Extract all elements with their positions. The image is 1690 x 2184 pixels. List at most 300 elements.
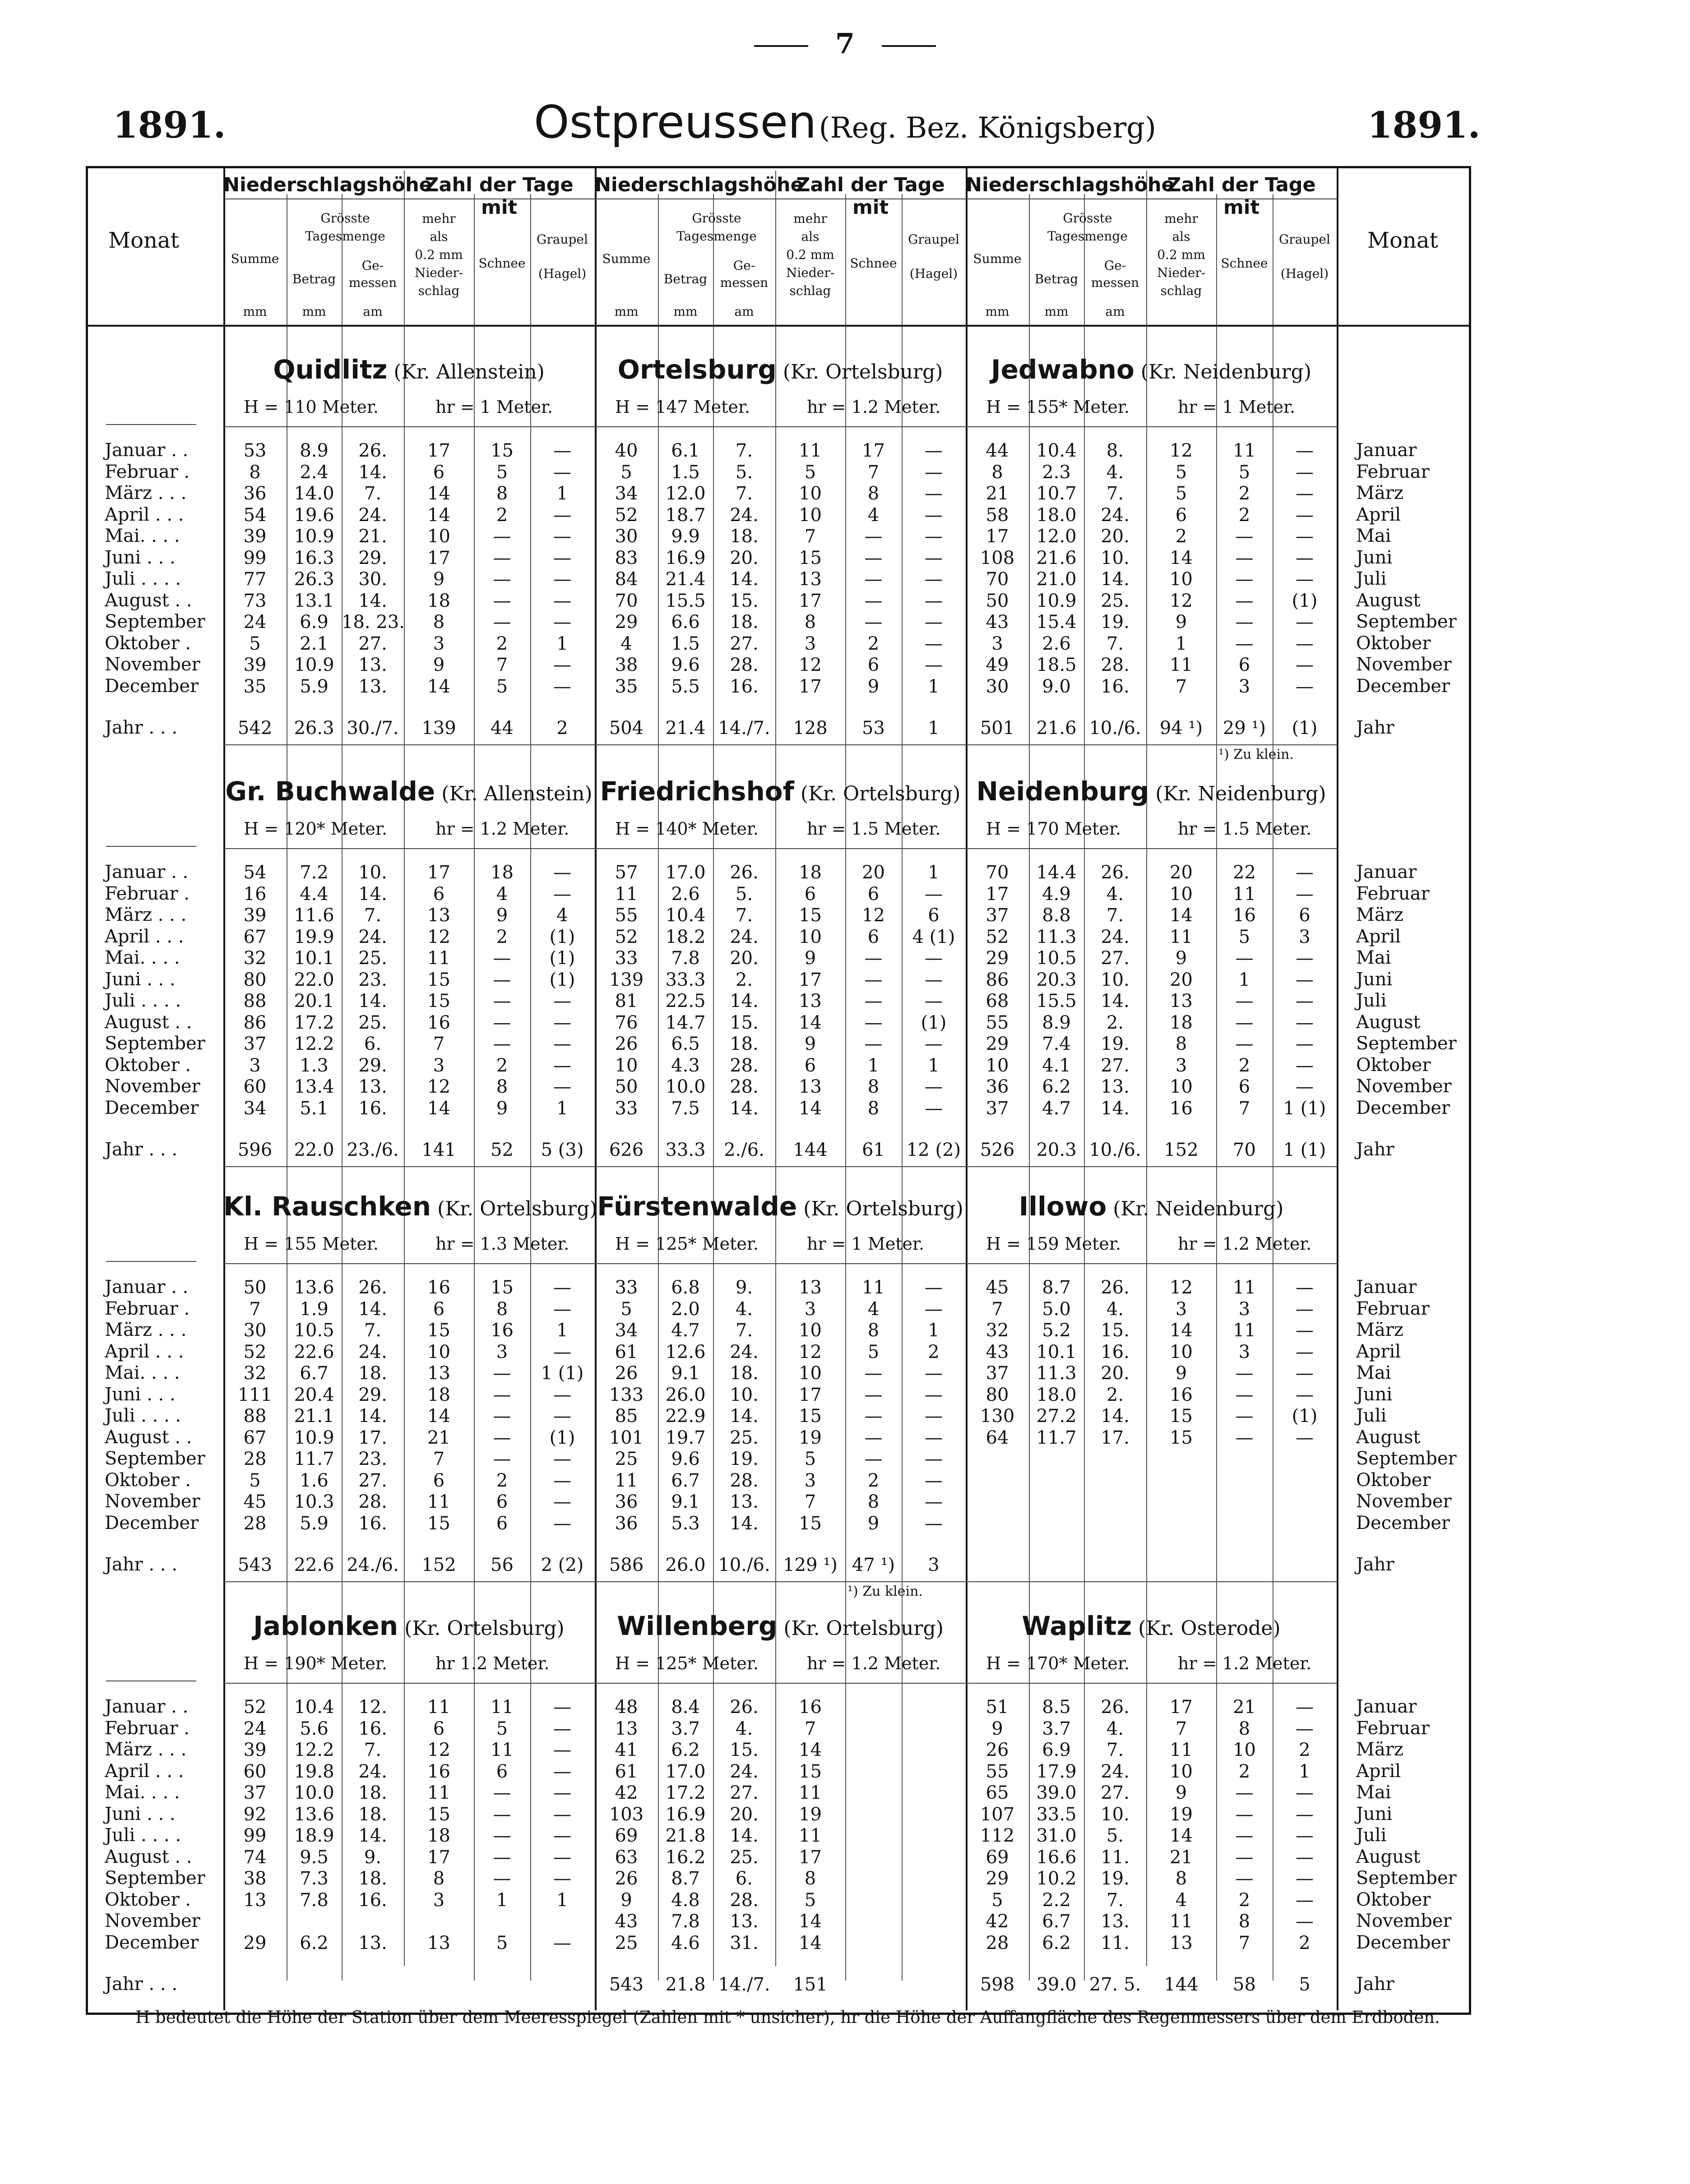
table-cell: 16 bbox=[1170, 1384, 1193, 1405]
table-cell: 15.5 bbox=[665, 590, 706, 611]
table-cell: — bbox=[1235, 1847, 1254, 1868]
header-summe: Summe bbox=[602, 251, 651, 266]
table-cell: 14 bbox=[1170, 547, 1193, 568]
month-label-right: December bbox=[1356, 675, 1450, 697]
month-label-right: April bbox=[1356, 504, 1401, 525]
station-height: H = 147 Meter. bbox=[615, 397, 750, 417]
month-label-right: Mai bbox=[1356, 947, 1391, 968]
table-cell: 3 bbox=[928, 1555, 940, 1575]
month-label-left: September bbox=[105, 611, 205, 632]
table-row bbox=[223, 1405, 594, 1427]
table-row bbox=[966, 1033, 1337, 1055]
table-row bbox=[595, 1298, 966, 1320]
table-row bbox=[223, 1298, 594, 1320]
table-cell: 13. bbox=[730, 1911, 759, 1932]
table-row bbox=[223, 1055, 594, 1076]
table-cell: 14 bbox=[427, 676, 450, 697]
table-cell: (1) bbox=[1292, 718, 1318, 739]
table-cell: 7.8 bbox=[671, 1911, 700, 1932]
table-row bbox=[595, 1889, 966, 1911]
table-cell: — bbox=[1296, 1363, 1314, 1384]
station-title: Fürstenwalde bbox=[597, 1191, 797, 1222]
station-header-rule bbox=[106, 1261, 196, 1262]
table-cell: 11 bbox=[1233, 1320, 1256, 1341]
month-label-left: Oktober . bbox=[105, 1054, 191, 1076]
table-cell: 6.2 bbox=[1042, 1932, 1071, 1953]
table-row bbox=[966, 462, 1337, 483]
column-divider bbox=[1337, 166, 1338, 2010]
month-label-left: November bbox=[105, 1911, 200, 1931]
station-header-rule bbox=[223, 848, 1337, 849]
table-cell: 141 bbox=[421, 1140, 456, 1160]
station-name bbox=[595, 354, 966, 385]
table-cell: 24. bbox=[358, 504, 387, 526]
table-row bbox=[223, 590, 594, 612]
table-cell: 6. bbox=[735, 1868, 753, 1889]
table-cell: 1.9 bbox=[300, 1298, 329, 1320]
table-cell: 28. bbox=[730, 1889, 759, 1911]
table-cell: 16.3 bbox=[294, 547, 334, 568]
station-height: H = 110 Meter. bbox=[244, 397, 379, 417]
table-cell: 11 bbox=[427, 1697, 450, 1718]
station-title: Neidenburg bbox=[976, 776, 1149, 807]
table-cell: 27. bbox=[730, 633, 759, 654]
table-row bbox=[595, 1868, 966, 1889]
table-cell: 36 bbox=[243, 483, 267, 504]
table-cell: 74 bbox=[243, 1847, 267, 1868]
station-name bbox=[966, 354, 1337, 385]
table-cell: 2 bbox=[1299, 1932, 1310, 1953]
station-kreis: (Kr. Ortelsburg) bbox=[776, 360, 943, 383]
table-cell: 5 (3) bbox=[541, 1140, 584, 1160]
table-cell: — bbox=[1296, 526, 1314, 547]
table-cell: — bbox=[493, 969, 511, 990]
station-footnote: ¹) Zu klein. bbox=[1218, 747, 1294, 762]
table-cell: 32 bbox=[243, 948, 267, 969]
table-cell: 13.6 bbox=[294, 1804, 334, 1825]
table-row bbox=[595, 1847, 966, 1868]
table-cell: 24./6. bbox=[347, 1555, 399, 1575]
table-cell: 11 bbox=[1233, 883, 1256, 905]
table-cell: 19 bbox=[1170, 1804, 1193, 1825]
table-row bbox=[595, 590, 966, 612]
table-cell: 20 bbox=[1170, 969, 1193, 990]
table-cell: 6 bbox=[867, 655, 880, 675]
table-cell: 2. bbox=[1106, 1384, 1124, 1405]
jahr-label-left: Jahr . . . bbox=[105, 717, 178, 738]
table-cell: 6 bbox=[1299, 905, 1310, 926]
table-row bbox=[223, 1320, 594, 1341]
table-cell: 6 bbox=[496, 1491, 508, 1512]
header-groesste: Grösste bbox=[1063, 211, 1112, 226]
table-cell: 7 bbox=[867, 462, 880, 483]
station-kreis: (Kr. Allenstein) bbox=[435, 782, 593, 805]
table-cell: 13.4 bbox=[294, 1076, 334, 1097]
table-cell: 48 bbox=[615, 1697, 638, 1718]
table-cell: 10.1 bbox=[294, 948, 334, 969]
table-row bbox=[966, 1932, 1337, 1954]
table-cell: 4. bbox=[1106, 1298, 1124, 1320]
table-cell: 14 bbox=[799, 1012, 822, 1033]
month-label-right: Juni bbox=[1356, 1803, 1393, 1824]
month-label-right: Oktober bbox=[1356, 1889, 1431, 1910]
table-cell: 3 bbox=[249, 1055, 261, 1076]
table-cell: 61 bbox=[862, 1140, 885, 1160]
table-cell: 596 bbox=[237, 1140, 273, 1160]
table-cell: 1 bbox=[928, 718, 940, 739]
month-label-right: Februar bbox=[1356, 1298, 1430, 1319]
table-cell: 13. bbox=[1101, 1911, 1130, 1932]
table-cell: — bbox=[1235, 633, 1254, 654]
table-cell: 151 bbox=[793, 1974, 828, 1995]
table-cell: 88 bbox=[243, 991, 267, 1011]
table-cell: 6 bbox=[867, 926, 880, 947]
table-cell: 16.6 bbox=[1036, 1847, 1077, 1868]
table-row bbox=[966, 1427, 1337, 1449]
table-cell: 11.3 bbox=[1036, 1363, 1077, 1384]
table-cell: 14. bbox=[358, 462, 387, 483]
table-cell: 1 bbox=[1175, 633, 1187, 654]
header-betrag: Betrag bbox=[292, 272, 336, 286]
table-row bbox=[223, 1761, 594, 1782]
table-cell: 9.9 bbox=[671, 526, 700, 547]
table-cell: 13.1 bbox=[294, 590, 334, 611]
table-cell: 5 bbox=[496, 462, 508, 483]
station-title: Jablonken bbox=[253, 1611, 398, 1641]
table-cell: 7. bbox=[1106, 1740, 1124, 1760]
table-cell: 58 bbox=[1233, 1974, 1256, 1995]
table-cell: — bbox=[1296, 862, 1314, 883]
table-cell: 626 bbox=[609, 1140, 644, 1160]
month-label-right: November bbox=[1356, 1076, 1452, 1097]
table-row bbox=[966, 483, 1337, 504]
table-cell: 14. bbox=[358, 883, 387, 905]
table-cell: 28 bbox=[243, 1513, 267, 1534]
table-cell: 42 bbox=[615, 1782, 638, 1803]
table-cell: 8 bbox=[1238, 1718, 1250, 1739]
table-cell: 4. bbox=[735, 1298, 753, 1320]
table-cell: — bbox=[864, 991, 883, 1011]
table-cell: 12 bbox=[1170, 440, 1193, 461]
table-row bbox=[966, 969, 1337, 991]
table-cell: 83 bbox=[615, 547, 638, 568]
table-cell: — bbox=[493, 1406, 511, 1427]
table-cell: 1.3 bbox=[300, 1055, 329, 1076]
table-cell: 6.7 bbox=[1042, 1911, 1071, 1932]
table-cell: 9 bbox=[620, 1889, 632, 1911]
table-cell: 14. bbox=[730, 1406, 759, 1427]
table-cell: — bbox=[1296, 1847, 1314, 1868]
table-cell: 9.1 bbox=[671, 1491, 700, 1512]
table-cell: 13.6 bbox=[294, 1277, 334, 1298]
month-label-left: November bbox=[105, 1491, 200, 1512]
table-cell: 17.0 bbox=[665, 862, 706, 883]
table-cell: — bbox=[925, 1491, 943, 1512]
table-cell: — bbox=[553, 1277, 571, 1298]
station-height: H = 170 Meter. bbox=[986, 819, 1121, 839]
table-cell: 11 bbox=[491, 1697, 514, 1718]
table-cell: 17 bbox=[799, 1384, 822, 1405]
table-cell: 21.4 bbox=[665, 718, 706, 739]
table-cell: 1 (1) bbox=[541, 1363, 584, 1384]
table-cell: 7. bbox=[735, 905, 753, 926]
table-cell: — bbox=[493, 1782, 511, 1803]
table-cell: 14 bbox=[1170, 1825, 1193, 1846]
table-cell: 7 bbox=[1238, 1098, 1250, 1119]
table-cell: 6 bbox=[433, 462, 445, 483]
jahr-row bbox=[966, 717, 1337, 739]
station-gauge-height: hr = 1.3 Meter. bbox=[435, 1234, 570, 1254]
table-cell: 144 bbox=[793, 1140, 828, 1160]
table-cell: — bbox=[553, 655, 571, 675]
table-cell: 16. bbox=[358, 1718, 387, 1739]
table-cell: 6 bbox=[867, 883, 880, 905]
page-number: 7 bbox=[0, 27, 1690, 60]
jahr-label-left: Jahr . . . bbox=[105, 1974, 178, 1995]
table-cell: 54 bbox=[243, 862, 267, 883]
table-cell: — bbox=[1296, 1320, 1314, 1341]
header-graupel: Graupel (Hagel) bbox=[537, 232, 588, 281]
table-cell: — bbox=[553, 1491, 571, 1512]
table-cell: 8 bbox=[867, 483, 880, 504]
table-cell: 14. bbox=[358, 1298, 387, 1320]
table-row bbox=[223, 483, 594, 504]
table-cell: 13 bbox=[615, 1718, 638, 1739]
table-cell: 6.5 bbox=[671, 1034, 700, 1054]
table-cell: 9 bbox=[433, 569, 445, 590]
station-height: H = 170* Meter. bbox=[986, 1653, 1130, 1673]
table-cell: 1.6 bbox=[300, 1470, 329, 1491]
title-main: Ostpreussen bbox=[533, 96, 817, 148]
table-cell: 17 bbox=[986, 526, 1009, 547]
table-cell: 52 bbox=[986, 926, 1009, 947]
table-cell: 26. bbox=[358, 440, 387, 461]
table-cell: 70 bbox=[615, 590, 638, 611]
table-cell: 12.2 bbox=[294, 1740, 334, 1760]
table-row bbox=[966, 905, 1337, 926]
table-row bbox=[966, 926, 1337, 948]
table-cell: 152 bbox=[421, 1555, 456, 1575]
table-cell: 26.0 bbox=[665, 1555, 706, 1575]
header-mehr-als: mehr als 0.2 mm Nieder- schlag bbox=[414, 211, 463, 298]
table-cell: 40 bbox=[615, 440, 638, 461]
table-row bbox=[223, 1868, 594, 1889]
table-cell: 20. bbox=[730, 547, 759, 568]
table-cell: 29 bbox=[986, 1034, 1009, 1054]
table-row bbox=[966, 1868, 1337, 1889]
table-cell: 19 bbox=[799, 1804, 822, 1825]
table-row bbox=[595, 1696, 966, 1718]
station-title: Kl. Rauschken bbox=[223, 1191, 431, 1222]
table-row bbox=[966, 1320, 1337, 1341]
station-name bbox=[966, 776, 1337, 807]
table-row bbox=[966, 1782, 1337, 1804]
table-cell: — bbox=[1296, 1889, 1314, 1911]
table-cell: 80 bbox=[243, 969, 267, 990]
table-cell: 4.9 bbox=[1042, 883, 1071, 905]
table-cell: 14 bbox=[799, 1932, 822, 1953]
block-rule bbox=[223, 1581, 1337, 1582]
table-cell: 3 bbox=[804, 1470, 816, 1491]
table-cell: 7.2 bbox=[300, 862, 329, 883]
table-cell: 11. bbox=[1101, 1932, 1130, 1953]
month-label-right: Oktober bbox=[1356, 1469, 1431, 1491]
table-cell: 8.7 bbox=[671, 1868, 700, 1889]
table-row bbox=[223, 1341, 594, 1363]
table-cell: 11 bbox=[862, 1277, 885, 1298]
table-cell: 2 bbox=[1238, 1761, 1250, 1782]
table-cell: 12.6 bbox=[665, 1341, 706, 1362]
table-row bbox=[595, 611, 966, 633]
table-cell: (1) bbox=[549, 1427, 575, 1448]
table-cell: 543 bbox=[609, 1974, 644, 1995]
table-cell: 4.1 bbox=[1042, 1055, 1071, 1076]
table-cell: — bbox=[553, 504, 571, 526]
month-label-right: December bbox=[1356, 1512, 1450, 1533]
month-label-left: April . . . bbox=[105, 926, 184, 947]
table-cell: — bbox=[493, 1427, 511, 1448]
table-cell: 5.2 bbox=[1042, 1320, 1071, 1341]
table-cell: — bbox=[553, 547, 571, 568]
table-cell: 1 bbox=[867, 1055, 880, 1076]
table-cell: 2 bbox=[1238, 483, 1250, 504]
table-row bbox=[223, 504, 594, 526]
table-cell: 3 bbox=[804, 633, 816, 654]
table-cell: 24. bbox=[730, 926, 759, 947]
table-cell: 17.2 bbox=[665, 1782, 706, 1803]
table-row bbox=[966, 1761, 1337, 1782]
table-cell: — bbox=[1235, 547, 1254, 568]
station-title: Gr. Buchwalde bbox=[225, 776, 435, 807]
table-row bbox=[223, 1277, 594, 1298]
table-cell: 7 bbox=[991, 1298, 1003, 1320]
table-cell: — bbox=[1296, 569, 1314, 590]
table-cell: 33 bbox=[615, 1277, 638, 1298]
table-cell: 12. bbox=[358, 1697, 387, 1718]
table-cell: 4 bbox=[867, 1298, 880, 1320]
table-cell: 5. bbox=[735, 462, 753, 483]
jahr-row bbox=[595, 717, 966, 739]
station-header-rule bbox=[223, 426, 1337, 427]
station-gauge-height: hr = 1 Meter. bbox=[1178, 397, 1296, 417]
table-cell: 10 bbox=[427, 526, 450, 547]
table-cell: — bbox=[1296, 883, 1314, 905]
table-cell: 6 bbox=[1238, 655, 1250, 675]
table-cell: 8.9 bbox=[1042, 1012, 1071, 1033]
header-groesste: Grösste bbox=[692, 211, 741, 226]
table-row bbox=[595, 1513, 966, 1534]
table-row bbox=[223, 1696, 594, 1718]
table-cell: 9 bbox=[804, 1034, 816, 1054]
header-gemessen-am: Ge- messen bbox=[720, 258, 769, 290]
table-cell: 18. bbox=[358, 1363, 387, 1384]
header-rule bbox=[86, 325, 1469, 327]
table-cell: 4.4 bbox=[300, 883, 329, 905]
table-cell: — bbox=[553, 1298, 571, 1320]
table-cell: 9. bbox=[364, 1847, 382, 1868]
table-cell: — bbox=[1296, 1697, 1314, 1718]
table-cell: 8 bbox=[867, 1320, 880, 1341]
table-cell: — bbox=[925, 883, 943, 905]
table-cell: — bbox=[493, 1384, 511, 1405]
table-cell: 3 bbox=[1238, 1298, 1250, 1320]
table-row bbox=[595, 676, 966, 697]
table-cell: 22.5 bbox=[665, 991, 706, 1011]
table-cell: — bbox=[864, 590, 883, 611]
table-cell: 6.7 bbox=[300, 1363, 329, 1384]
table-row bbox=[966, 1718, 1337, 1740]
table-cell: 73 bbox=[243, 590, 267, 611]
month-label-left: Oktober . bbox=[105, 1469, 191, 1491]
table-cell: 28. bbox=[730, 1076, 759, 1097]
month-label-right: August bbox=[1356, 1011, 1421, 1033]
table-cell: — bbox=[925, 633, 943, 654]
table-cell: 1 bbox=[556, 1889, 568, 1911]
table-cell: — bbox=[553, 526, 571, 547]
month-label-left: December bbox=[105, 1097, 199, 1118]
table-cell: 10. bbox=[1101, 547, 1130, 568]
table-cell: 17 bbox=[427, 1847, 450, 1868]
table-cell: 6.1 bbox=[671, 440, 700, 461]
table-cell: — bbox=[925, 483, 943, 504]
month-label-left: Juni . . . bbox=[105, 969, 176, 990]
table-row bbox=[966, 1098, 1337, 1119]
table-cell: — bbox=[553, 1076, 571, 1097]
table-cell: 24. bbox=[1101, 1761, 1130, 1782]
table-cell: 44 bbox=[986, 440, 1009, 461]
table-row bbox=[966, 1889, 1337, 1911]
table-cell: — bbox=[1296, 1868, 1314, 1889]
station-name bbox=[223, 354, 594, 385]
table-cell: 19.7 bbox=[665, 1427, 706, 1448]
station-name bbox=[595, 776, 966, 807]
table-row bbox=[966, 862, 1337, 883]
table-row bbox=[223, 1889, 594, 1911]
table-cell: 25. bbox=[730, 1427, 759, 1448]
table-cell: 2.2 bbox=[1042, 1889, 1071, 1911]
table-row bbox=[223, 1470, 594, 1491]
table-cell: — bbox=[553, 462, 571, 483]
table-cell: 5 bbox=[1175, 462, 1187, 483]
table-cell: 5 bbox=[249, 1470, 261, 1491]
table-cell: 144 bbox=[1164, 1974, 1199, 1995]
station-header-rule bbox=[106, 424, 196, 425]
table-cell: 27.2 bbox=[1036, 1406, 1077, 1427]
station-name bbox=[966, 1611, 1337, 1641]
table-cell: — bbox=[1235, 1782, 1254, 1803]
table-row bbox=[595, 1098, 966, 1119]
table-cell: — bbox=[925, 1513, 943, 1534]
header-tagesmenge: Tagesmenge bbox=[1047, 229, 1128, 244]
table-cell: 26 bbox=[986, 1740, 1009, 1760]
table-cell: 18 bbox=[799, 862, 822, 883]
table-cell: 11 bbox=[427, 948, 450, 969]
table-cell: 24 bbox=[243, 612, 267, 633]
table-cell: — bbox=[1235, 1384, 1254, 1405]
table-cell: 8 bbox=[433, 1868, 445, 1889]
table-cell: 9 bbox=[804, 948, 816, 969]
month-label-right: Juli bbox=[1356, 1825, 1387, 1846]
table-cell: 2 bbox=[1238, 1889, 1250, 1911]
table-cell: 7 bbox=[1238, 1932, 1250, 1953]
month-label-right: August bbox=[1356, 1846, 1421, 1867]
table-cell: 12 (2) bbox=[906, 1140, 961, 1160]
table-cell: 84 bbox=[615, 569, 638, 590]
table-cell: 1 bbox=[556, 1098, 568, 1119]
table-cell: 14. bbox=[730, 1098, 759, 1119]
table-cell: 19.9 bbox=[294, 926, 334, 947]
table-cell: 29. bbox=[358, 1384, 387, 1405]
